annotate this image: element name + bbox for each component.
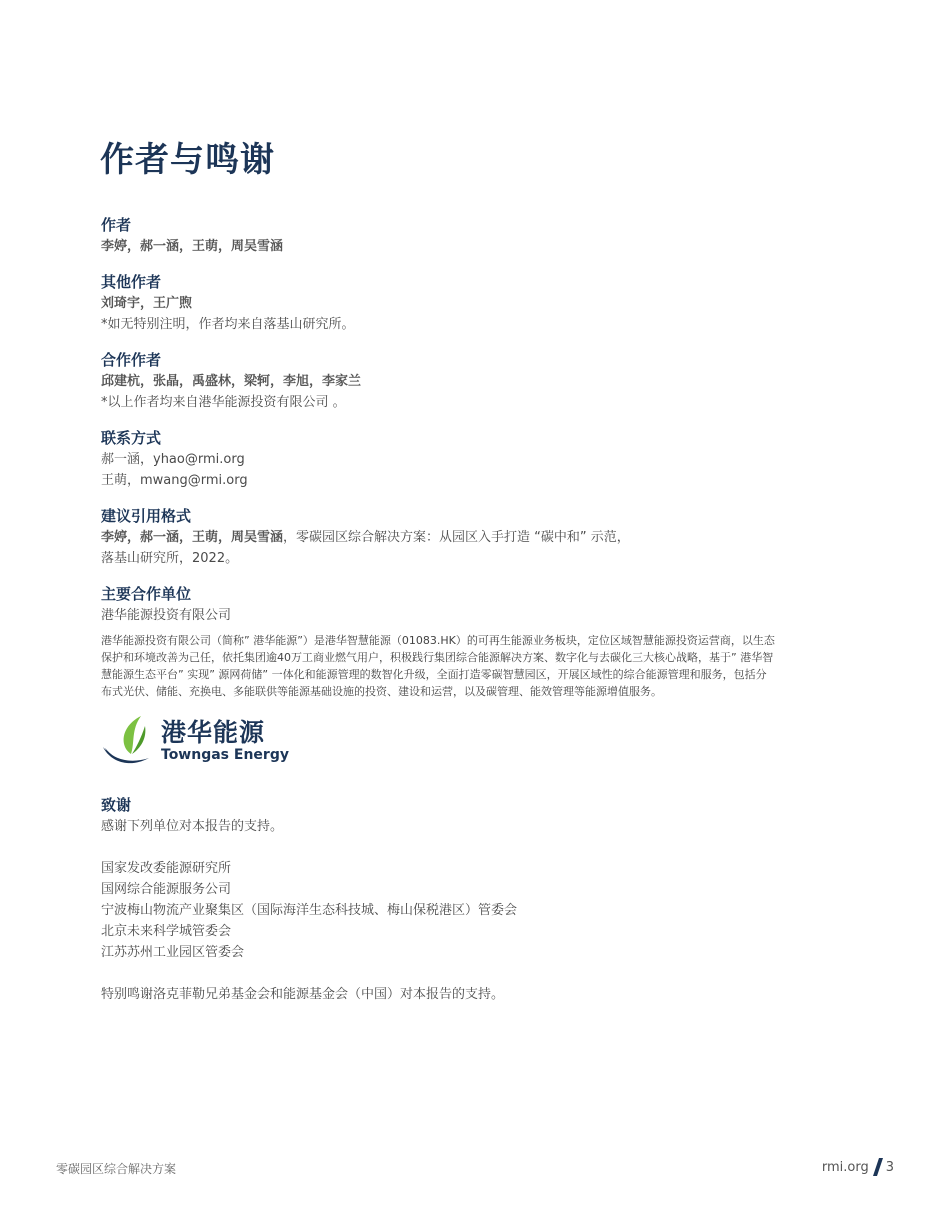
- authors-section: [101, 214, 861, 257]
- acknowledgement-intro: 感谢下列单位对本报告的支持。: [101, 819, 284, 834]
- acknowledgement-org: 宁波梅山物流产业聚集区（国际海洋生态科技城、梅山保税港区）管委会: [101, 903, 518, 918]
- footer-page-info: [822, 1158, 894, 1176]
- footer-report-title: 零碳园区综合解决方案: [56, 1162, 177, 1176]
- contact-line: 郝一涵，yhao@rmi.org: [101, 452, 245, 467]
- citation-publisher: 落基山研究所，2022。: [101, 551, 239, 566]
- acknowledgement-org: 国家发改委能源研究所: [101, 861, 232, 876]
- other-authors-names: 刘琦宇，王广煦: [101, 296, 193, 311]
- acknowledgement-special: 特别鸣谢洛克菲勒兄弟基金会和能源基金会（中国）对本报告的支持。: [101, 987, 505, 1002]
- acknowledgement-org: 国网综合能源服务公司: [101, 882, 232, 897]
- slash-divider-icon: [873, 1158, 883, 1176]
- logo-chinese: 港华能源: [161, 718, 266, 747]
- acknowledgement-org: 江苏苏州工业园区管委会: [101, 945, 245, 960]
- authors-heading: 作者: [101, 216, 132, 234]
- footer-site-link[interactable]: rmi.org: [821, 1159, 869, 1175]
- partner-description-line: 保护和环境改善为己任，依托集团逾40万工商业燃气用户，积极践行集团综合能源解决方案、数字化与去碳化三大核心战略，基于” 港华智: [101, 651, 774, 664]
- co-authors-note: *以上作者均来自港华能源投资有限公司 。: [101, 395, 346, 410]
- co-authors-section: [101, 349, 861, 413]
- towngas-logo: [101, 714, 861, 768]
- citation-title: ，零碳园区综合解决方案：从园区入手打造 “碳中和” 示范，: [283, 530, 630, 545]
- partner-description-line: 港华能源投资有限公司（简称” 港华能源”）是港华智慧能源（01083.HK）的可再生能源业务板块，定位区域智慧能源投资运营商，以生态: [101, 634, 775, 647]
- acknowledgement-org: 北京未来科学城管委会: [101, 924, 232, 939]
- partner-description-line: 慧能源生态平台” 实现” 源网荷储” 一体化和能源管理的数智化升级，全面打造零碳智慧园区，开展区域性的综合能源管理和服务，包括分: [101, 668, 767, 681]
- citation-line: [101, 527, 861, 548]
- other-authors-note: *如无特别注明，作者均来自落基山研究所。: [101, 317, 355, 332]
- page-title: 作者与鸣谢: [100, 140, 275, 180]
- co-authors-heading: 合作作者: [101, 351, 162, 369]
- contact-section: [101, 427, 861, 491]
- co-authors-names: 邱建杭，张晶，禹盛林，梁轲，李旭，李家兰: [101, 374, 362, 389]
- citation-section: [101, 505, 861, 569]
- other-authors-section: [101, 271, 861, 335]
- partner-description: [101, 632, 861, 700]
- citation-authors: 李婷，郝一涵，王萌，周吴雪涵: [101, 530, 284, 545]
- partner-heading: 主要合作单位: [101, 585, 192, 603]
- other-authors-heading: 其他作者: [101, 273, 162, 291]
- acknowledgement-section: [101, 794, 861, 1005]
- towngas-leaf-icon: [101, 714, 157, 768]
- credits-content: [101, 214, 861, 1019]
- page-number: 3: [885, 1159, 894, 1175]
- partner-name: 港华能源投资有限公司: [101, 608, 232, 623]
- contact-line: 王萌，mwang@rmi.org: [101, 473, 248, 488]
- acknowledgement-heading: 致谢: [101, 796, 132, 814]
- partner-section: [101, 583, 861, 768]
- partner-description-line: 布式光伏、储能、充换电、多能联供等能源基础设施的投资、建设和运营，以及碳管理、能效管理等能源增值服务。: [101, 685, 662, 698]
- contact-heading: 联系方式: [101, 429, 162, 447]
- authors-names: 李婷，郝一涵，王萌，周吴雪涵: [101, 239, 284, 254]
- citation-heading: 建议引用格式: [101, 507, 192, 525]
- logo-english: Towngas Energy: [161, 747, 289, 763]
- logo-text: [161, 719, 289, 763]
